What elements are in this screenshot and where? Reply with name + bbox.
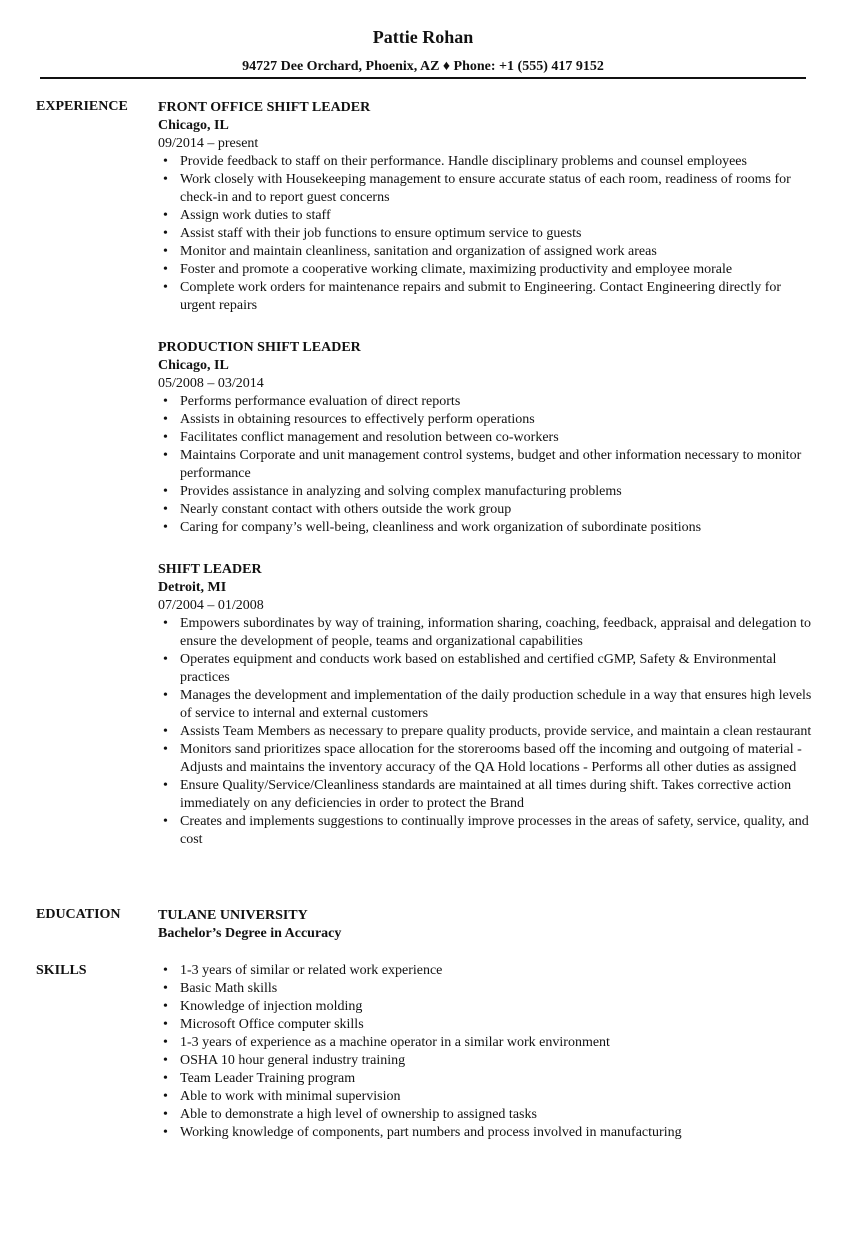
list-item: • Maintains Corporate and unit management control systems, budget and other information necessary to monitor performance: [158, 447, 818, 483]
education-degree: Bachelor’s Degree in Accuracy: [158, 926, 342, 941]
list-item: • Foster and promote a cooperative working climate, maximizing productivity and employee morale: [158, 261, 818, 279]
list-item: • Assists Team Members as necessary to prepare quality products, provide service, and maintain a clean restaurant: [158, 723, 818, 741]
list-item: • Caring for company’s well-being, cleanliness and work organization of subordinate positions: [158, 519, 818, 537]
job-entry: [158, 339, 818, 537]
job-dates: 05/2008 – 03/2014: [158, 376, 264, 391]
list-item: • 1-3 years of experience as a machine operator in a similar work environment: [158, 1034, 818, 1052]
list-item: • 1-3 years of similar or related work experience: [158, 962, 818, 980]
list-item: • Monitors sand prioritizes space allocation for the storerooms based off the incoming and outgoing of material - Adjusts and maintains the inventory accuracy of the QA Hold locations - Performs all other duties as assigned: [158, 741, 818, 777]
skills-list: [158, 962, 818, 1142]
list-item: • OSHA 10 hour general industry training: [158, 1052, 818, 1070]
job-location: Detroit, MI: [158, 580, 227, 595]
list-item: • Empowers subordinates by way of training, information sharing, coaching, feedback, appraisal and delegation to ensure the development of people, teams and organizational capabilities: [158, 615, 818, 651]
job-duties-list: [158, 153, 818, 315]
candidate-name: Pattie Rohan: [372, 27, 474, 47]
job-duties-list: [158, 615, 818, 849]
list-item: • Knowledge of injection molding: [158, 998, 818, 1016]
list-item: • Facilitates conflict management and resolution between co-workers: [158, 429, 818, 447]
list-item: • Manages the development and implementation of the daily production schedule in a way that ensures high levels of service to internal and external customers: [158, 687, 818, 723]
job-duties-list: [158, 393, 818, 537]
list-item: • Performs performance evaluation of direct reports: [158, 393, 818, 411]
list-item: • Monitor and maintain cleanliness, sanitation and organization of assigned work areas: [158, 243, 818, 261]
list-item: • Creates and implements suggestions to continually improve processes in the areas of safety, service, quality, and cost: [158, 813, 818, 849]
job-title: FRONT OFFICE SHIFT LEADER: [158, 100, 371, 115]
job-location: Chicago, IL: [158, 118, 229, 133]
job-title: SHIFT LEADER: [158, 562, 262, 577]
list-item: • Assign work duties to staff: [158, 207, 818, 225]
experience-section: [158, 99, 818, 873]
list-item: • Able to work with minimal supervision: [158, 1088, 818, 1106]
education-section: [158, 907, 818, 943]
list-item: • Microsoft Office computer skills: [158, 1016, 818, 1034]
list-item: • Assists in obtaining resources to effectively perform operations: [158, 411, 818, 429]
job-title: PRODUCTION SHIFT LEADER: [158, 340, 361, 355]
job-location: Chicago, IL: [158, 358, 229, 373]
section-label-education: EDUCATION: [36, 907, 121, 922]
header-divider: [40, 77, 806, 79]
list-item: • Working knowledge of components, part numbers and process involved in manufacturing: [158, 1124, 818, 1142]
contact-line: 94727 Dee Orchard, Phoenix, AZ ♦ Phone: +1 (555) 417 9152: [242, 59, 604, 74]
list-item: • Provide feedback to staff on their performance. Handle disciplinary problems and counsel employees: [158, 153, 818, 171]
job-dates: 07/2004 – 01/2008: [158, 598, 264, 613]
education-school: TULANE UNIVERSITY: [158, 908, 308, 923]
list-item: • Operates equipment and conducts work based on established and certified cGMP, Safety & Environmental practices: [158, 651, 818, 687]
section-label-experience: EXPERIENCE: [36, 99, 128, 114]
skills-section: [158, 962, 818, 1142]
list-item: • Ensure Quality/Service/Cleanliness standards are maintained at all times during shift. Takes corrective action immediately on any deficiencies in order to protect the Brand: [158, 777, 818, 813]
job-entry: [158, 561, 818, 849]
list-item: • Provides assistance in analyzing and solving complex manufacturing problems: [158, 483, 818, 501]
job-entry: [158, 99, 818, 315]
list-item: • Nearly constant contact with others outside the work group: [158, 501, 818, 519]
list-item: • Complete work orders for maintenance repairs and submit to Engineering. Contact Engineering directly for urgent repairs: [158, 279, 818, 315]
job-dates: 09/2014 – present: [158, 136, 259, 151]
list-item: • Team Leader Training program: [158, 1070, 818, 1088]
list-item: • Basic Math skills: [158, 980, 818, 998]
section-label-skills: SKILLS: [36, 963, 87, 978]
list-item: • Able to demonstrate a high level of ownership to assigned tasks: [158, 1106, 818, 1124]
list-item: • Assist staff with their job functions to ensure optimum service to guests: [158, 225, 818, 243]
list-item: • Work closely with Housekeeping management to ensure accurate status of each room, readiness of rooms for check-in and to report guest concerns: [158, 171, 818, 207]
